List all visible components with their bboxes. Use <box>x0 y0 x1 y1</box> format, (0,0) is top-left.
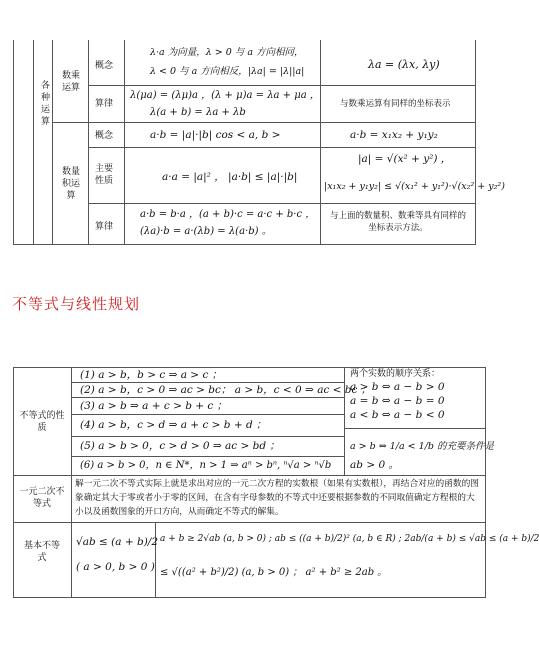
property-6: (6) a > b > 0，n ∈ N*，n > 1 ⇒ aⁿ > bⁿ, ⁿ√a > ⁿ√b <box>80 460 332 471</box>
property-1: (1) a > b，b > c ⇒ a > c ； <box>80 369 223 381</box>
order-line-3: a < b ⇔ a − b < 0 <box>350 409 445 421</box>
category-label: 各种运算 <box>39 80 49 128</box>
basic-row-label: 基本不等式 <box>23 541 60 563</box>
dot-rules-line-1: a·b = b·a ，(a + b)·c = a·c + b·c ， <box>140 209 316 220</box>
order-title: 两个实数的顺序关系： <box>350 369 441 379</box>
property-5: (5) a > b > 0，c > d > 0 ⇒ ac > bd ； <box>80 440 280 452</box>
property-2: (2) a > b，c > 0 ⇒ ac > bc； a > b，c < 0 ⇒ ac < bc ； <box>80 384 372 396</box>
scalar-concept-line-1: λ·a 为向量，λ > 0 与 a 方向相同， <box>150 47 304 58</box>
recip-line-1: a > b ⇔ 1/a < 1/b 的充要条件是 <box>350 441 494 452</box>
recip-line-2: ab > 0 。 <box>350 459 399 471</box>
rules-label: 算律 <box>95 99 114 109</box>
concept-label: 概念 <box>95 61 114 71</box>
dot-props-formula: a·a = |a|² ， |a·b| ≤ |a|·|b| <box>162 171 298 183</box>
section-title: 不等式与线性规划 <box>12 295 141 313</box>
scalar-rules-line-1: λ(μa) = (λμ)a ，(λ + μ)a = λa + μa ， <box>130 90 320 101</box>
dot-concept-formula: a·b = |a|·|b| cos < a, b > <box>150 129 281 141</box>
dot-product-label: 数量积运算 <box>61 167 80 201</box>
basic-left-2: ( a > 0, b > 0 ) <box>76 561 155 573</box>
quad-text: 解一元二次不等式实际上就是求出对应的一元二次方程的实数根（如果有实数根），再结合对应的函数的图象确定其大于零或者小于零的区间，在含有字母参数的不等式中还要根据参数的不同取值确定方程根的大小以及函数图象的开口方向，从而确定不等式的解集。 <box>75 479 479 517</box>
rules-label: 算律 <box>95 222 114 232</box>
scalar-rules-line-2: λ(a + b) = λa + λb <box>150 107 246 118</box>
basic-left-1: √ab ≤ (a + b)/2 <box>76 536 159 548</box>
basic-right-2: ≤ √((a² + b²)/2) (a, b > 0) ； a² + b² ≥ 2ab 。 <box>160 567 388 578</box>
order-line-2: a = b ⇔ a − b = 0 <box>350 395 445 407</box>
props-row-label: 不等式的性质 <box>19 411 65 433</box>
scalar-concept-line-2: λ < 0 与 a 方向相反，|λa| = |λ||a| <box>150 66 305 77</box>
order-line-1: a > b ⇔ a − b > 0 <box>350 381 445 393</box>
property-4: (4) a > b，c > d ⇒ a + c > b + d ； <box>80 419 267 431</box>
scalar-concept-coord: λa = (λx, λy) <box>368 58 440 71</box>
basic-right-1: a + b ≥ 2√ab (a, b > 0) ; ab ≤ ((a + b)/2)² (a, b ∈ R) ; 2ab/(a + b) ≤ √ab ≤ (a + b)/2 <box>160 534 539 544</box>
scalar-mult-label: 数乘运算 <box>61 71 80 93</box>
props-label: 主要性质 <box>95 164 114 186</box>
scalar-rules-coord: 与数乘运算有同样的坐标表示 <box>340 99 451 109</box>
concept-label: 概念 <box>95 131 114 141</box>
dot-rules-line-2: (λa)·b = a·(λb) = λ(a·b) 。 <box>140 226 272 237</box>
dot-rules-coord: 与上面的数量积、数乘等具有同样的坐标表示方法。 <box>329 211 466 233</box>
dot-props-coord-2: |x₁x₂ + y₁y₂| ≤ √(x₁² + y₁²)·√(x₂² + y₂²) <box>324 181 505 192</box>
dot-props-coord-1: |a| = √(x² + y²) ， <box>358 153 452 165</box>
property-3: (3) a > b ⇒ a + c > b + c ； <box>80 400 228 412</box>
dot-concept-coord: a·b = x₁x₂ + y₁y₂ <box>350 129 438 141</box>
quad-row-label: 一元二次不等式 <box>19 487 65 509</box>
